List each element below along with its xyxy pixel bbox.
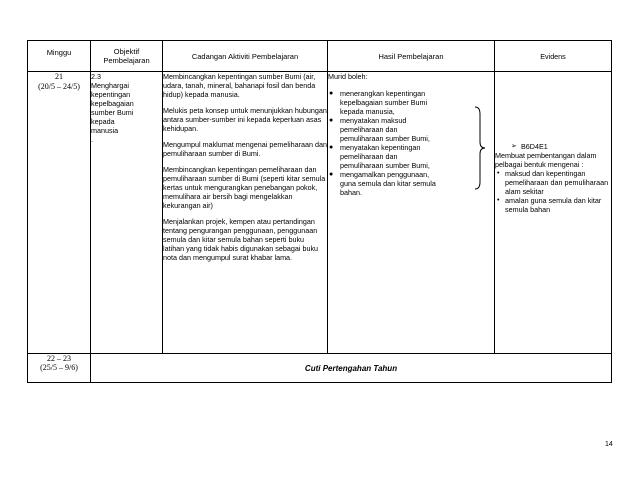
header-cadangan: Cadangan Aktiviti Pembelajaran [163,41,328,72]
objective-line: Menghargai [91,81,129,90]
arrow-bullet-icon: ➢ [511,143,517,150]
week-number: 22 – 23 [47,354,71,363]
bullet-icon: ● [329,171,334,178]
week-dates: (25/5 – 9/6) [40,363,78,372]
lesson-plan-table [27,40,612,383]
objective-line: kepada [91,117,115,126]
activity-paragraph: Membincangkan kepentingan pemeliharaan dan pemuliharaan sumber di Bumi (seperti kitar semula kertas untuk mengurangkan penebangan pokok, memulihara air bersih bagi mengelakkan kekurangan air) [163,165,326,210]
header-evidens: Evidens [495,41,612,72]
week-dates: (20/5 – 24/5) [38,82,80,91]
objective-line: kepelbagaian [91,99,134,108]
outcome-item: ● menerangkan kepentingan kepelbagaian sumber Bumi kepada manusia, [329,89,428,116]
week-22-23-row [28,354,612,383]
evidence-item: • amalan guna semula dan kitar semula bahan [497,195,602,214]
outcome-item: ● menyatakan kepentingan pemeliharaan dan pemuliharaan sumber Bumi, [329,143,430,170]
week-cell [28,72,91,354]
week-number: 21 [55,72,63,81]
activity-paragraph: Menjalankan projek, kempen atau pertandingan tentang pengurangan penggunaan, penggunaan semula dan kitar semula bahan seperti buku latihan yang tidak habis digunakan sebagai buku nota dan mengumpul surat khabar lama. [163,217,319,262]
evidence-cell [495,72,612,354]
week-21-row [28,72,612,354]
objective-cell [91,72,163,354]
activity-paragraph: Membincangkan kepentingan sumber Bumi (air, udara, tanah, mineral, bahanapi fosil dan benda hidup) kepada manusia. [163,72,316,99]
objective-line: . [91,135,93,144]
holiday-note: Cuti Pertengahan Tahun [91,354,612,383]
outcome-item: ● mengamalkan penggunaan, guna semula dan kitar semula bahan. [329,170,436,197]
objective-line: kepentingan [91,90,131,99]
activities-cell [163,72,328,354]
header-minggu: Minggu [28,41,91,72]
evidence-item: • maksud dan kepentingan pemeliharaan dan pemuliharaan alam sekitar [497,168,609,196]
outcome-list [328,89,440,197]
bullet-icon: • [497,168,500,177]
right-brace-icon [474,106,486,190]
evidence-code: ➢ B6D4E1 [511,142,548,151]
header-objektif-line2: Pembelajaran [103,56,150,65]
header-hasil: Hasil Pembelajaran [328,41,495,72]
activity-paragraph: Melukis peta konsep untuk menunjukkan hubungan antara sumber-sumber ini kepada keperluan asas kehidupan. [163,106,327,133]
outcome-item: ● menyatakan maksud pemeliharaan dan pemuliharaan sumber Bumi, [329,116,430,143]
bullet-icon: ● [329,90,334,97]
objective-line: sumber Bumi [91,108,134,117]
bullet-icon: ● [329,117,334,124]
outcomes-cell [328,72,495,354]
objective-number: 2.3 [91,72,101,81]
header-objektif [91,41,163,72]
activity-paragraph: Mengumpul maklumat mengenai pemeliharaan dan pemuliharaan sumber di Bumi. [163,140,327,158]
page-number: 14 [605,441,613,448]
bullet-icon: ● [329,144,334,151]
header-objektif-line1: Objektif [113,47,140,56]
evidence-text: Membuat pembentangan dalam pelbagai bentuk mengenai : [495,151,597,169]
week-cell [28,354,91,383]
outcome-lead: Murid boleh: [328,72,368,81]
header-row [28,41,612,72]
objective-line: manusia [91,126,119,135]
bullet-icon: • [497,195,500,204]
